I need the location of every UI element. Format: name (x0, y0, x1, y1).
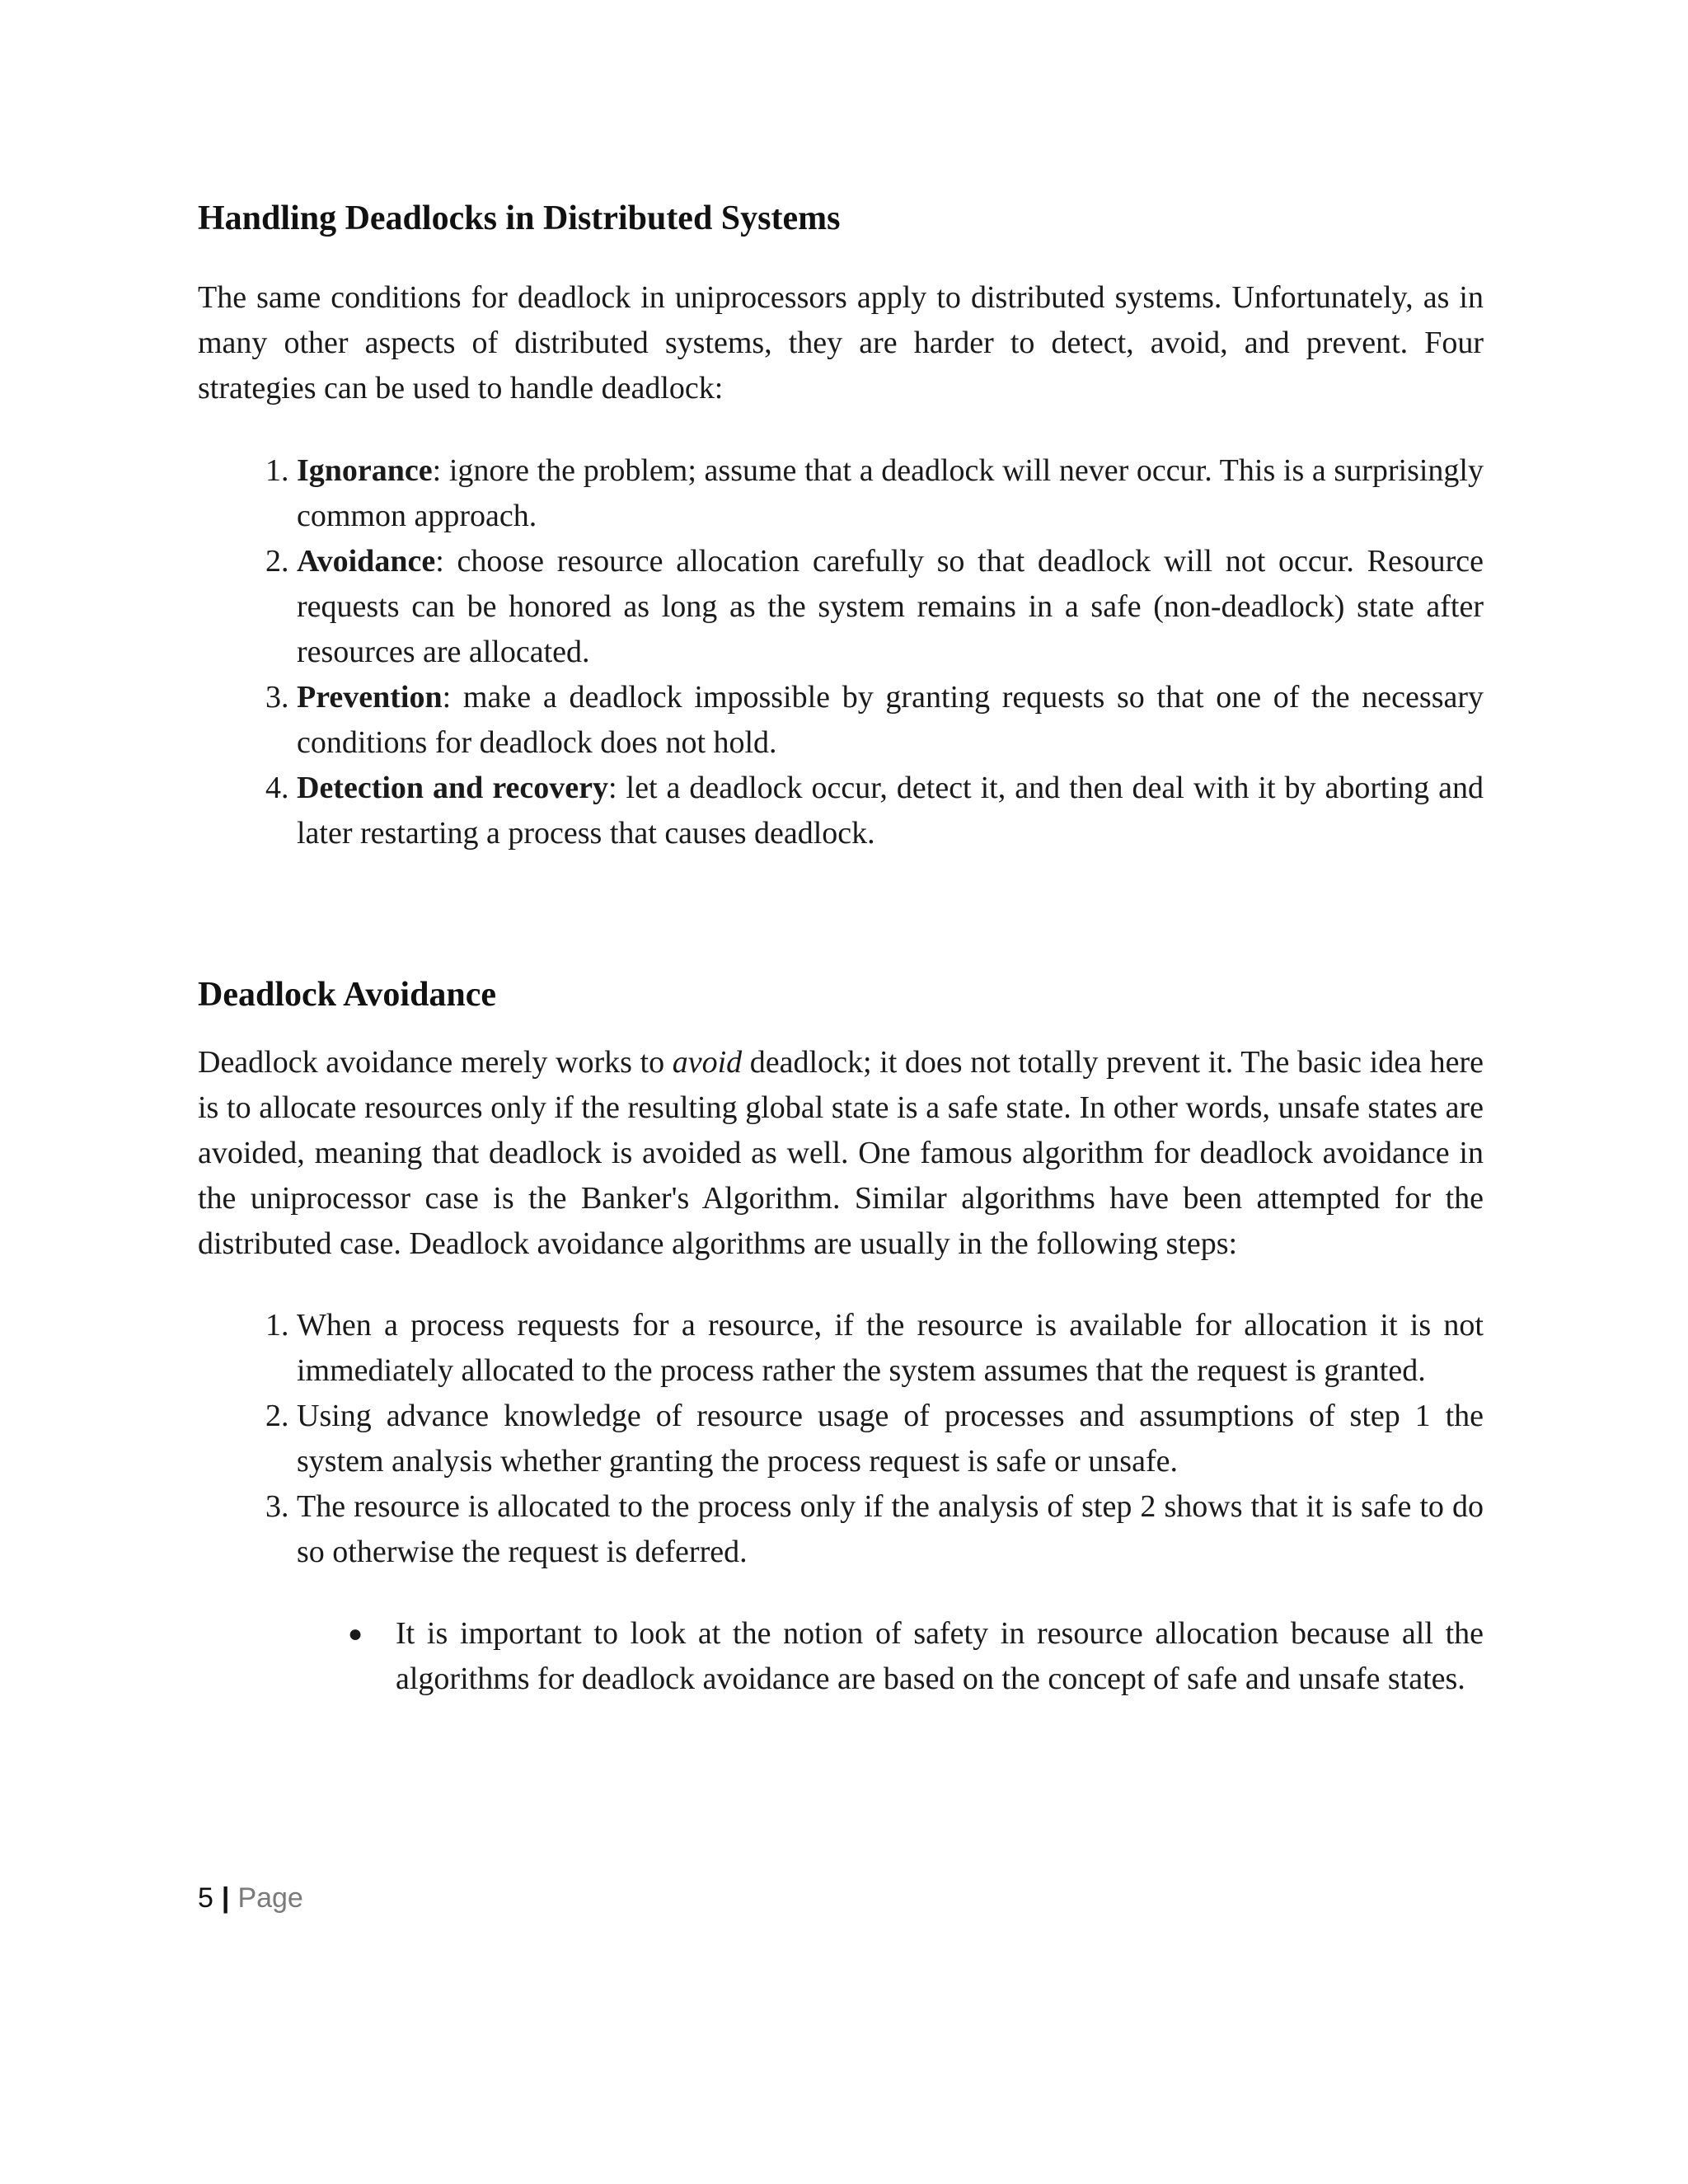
list-item: 3. The resource is allocated to the process only if the analysis of step 2 shows that it is safe to do so otherwise the request is deferred. (297, 1484, 1484, 1575)
list-item (297, 448, 1484, 539)
intro-emphasis: avoid (672, 1045, 743, 1080)
term-description: : ignore the problem; assume that a deadlock will never occur. This is a surprisingly common approach. (297, 453, 1484, 533)
list-item (297, 539, 1484, 675)
section-heading-deadlock-avoidance: Deadlock Avoidance (198, 976, 497, 1014)
avoidance-intro-paragraph (198, 1040, 1484, 1267)
avoidance-steps-list (198, 1303, 1484, 1575)
page-label: Page (237, 1882, 303, 1914)
strategies-list (198, 448, 1484, 856)
section-intro-paragraph: The same conditions for deadlock in uniprocessors apply to distributed systems. Unfortunately, as in many other aspects of distributed systems, they are harder to detect, avoid, and prevent. Four strategies can be used to handle deadlock: (198, 280, 1484, 405)
list-item (348, 1611, 1484, 1702)
bullet-icon: ● (348, 1620, 363, 1647)
bullet-list (198, 1611, 1484, 1702)
term-label: Avoidance (297, 544, 436, 579)
list-item (297, 766, 1484, 856)
intro-text-part2: deadlock; it does not totally prevent it. The basic idea here is to allocate resources only if the resulting global state is a safe state. In other words, unsafe states are avoided, meaning that deadlock is avoided as well. One famous algorithm for deadlock avoidance in the uniprocessor case is the Banker's Algorithm. Similar algorithms have been attempted for the distributed case. Deadlock avoidance algorithms are usually in the following steps: (198, 1045, 1484, 1261)
term-label: Prevention (297, 680, 443, 715)
page-content (198, 198, 1484, 1702)
footer-separator: | (221, 1882, 230, 1914)
bullet-text: It is important to look at the notion of safety in resource allocation because all the algorithms for deadlock avoidance are based on the concept of safe and unsafe states. (396, 1616, 1484, 1696)
list-item: 2. Using advance knowledge of resource usage of processes and assumptions of step 1 the system analysis whether granting the process request is safe or unsafe. (297, 1394, 1484, 1484)
term-label: Ignorance (297, 453, 433, 488)
page-footer (198, 1882, 303, 1915)
term-description: : choose resource allocation carefully so that deadlock will not occur. Resource requests can be honored as long as the system remains in a safe (non-deadlock) state after resources are allocated. (297, 544, 1484, 669)
intro-text-part1: Deadlock avoidance merely works to (198, 1045, 673, 1080)
page-number: 5 (198, 1882, 213, 1914)
section-heading-handling-deadlocks: Handling Deadlocks in Distributed Systems (198, 199, 841, 237)
list-item: 1. When a process requests for a resource, if the resource is available for allocation it is not immediately allocated to the process rather the system assumes that the request is granted. (297, 1303, 1484, 1394)
term-description: : make a deadlock impossible by granting requests so that one of the necessary conditions for deadlock does not hold. (297, 680, 1484, 760)
term-label: Detection and recovery (297, 771, 608, 805)
term-description: : let a deadlock occur, detect it, and then deal with it by aborting and later restarting a process that causes deadlock. (297, 771, 1484, 851)
list-item (297, 675, 1484, 766)
